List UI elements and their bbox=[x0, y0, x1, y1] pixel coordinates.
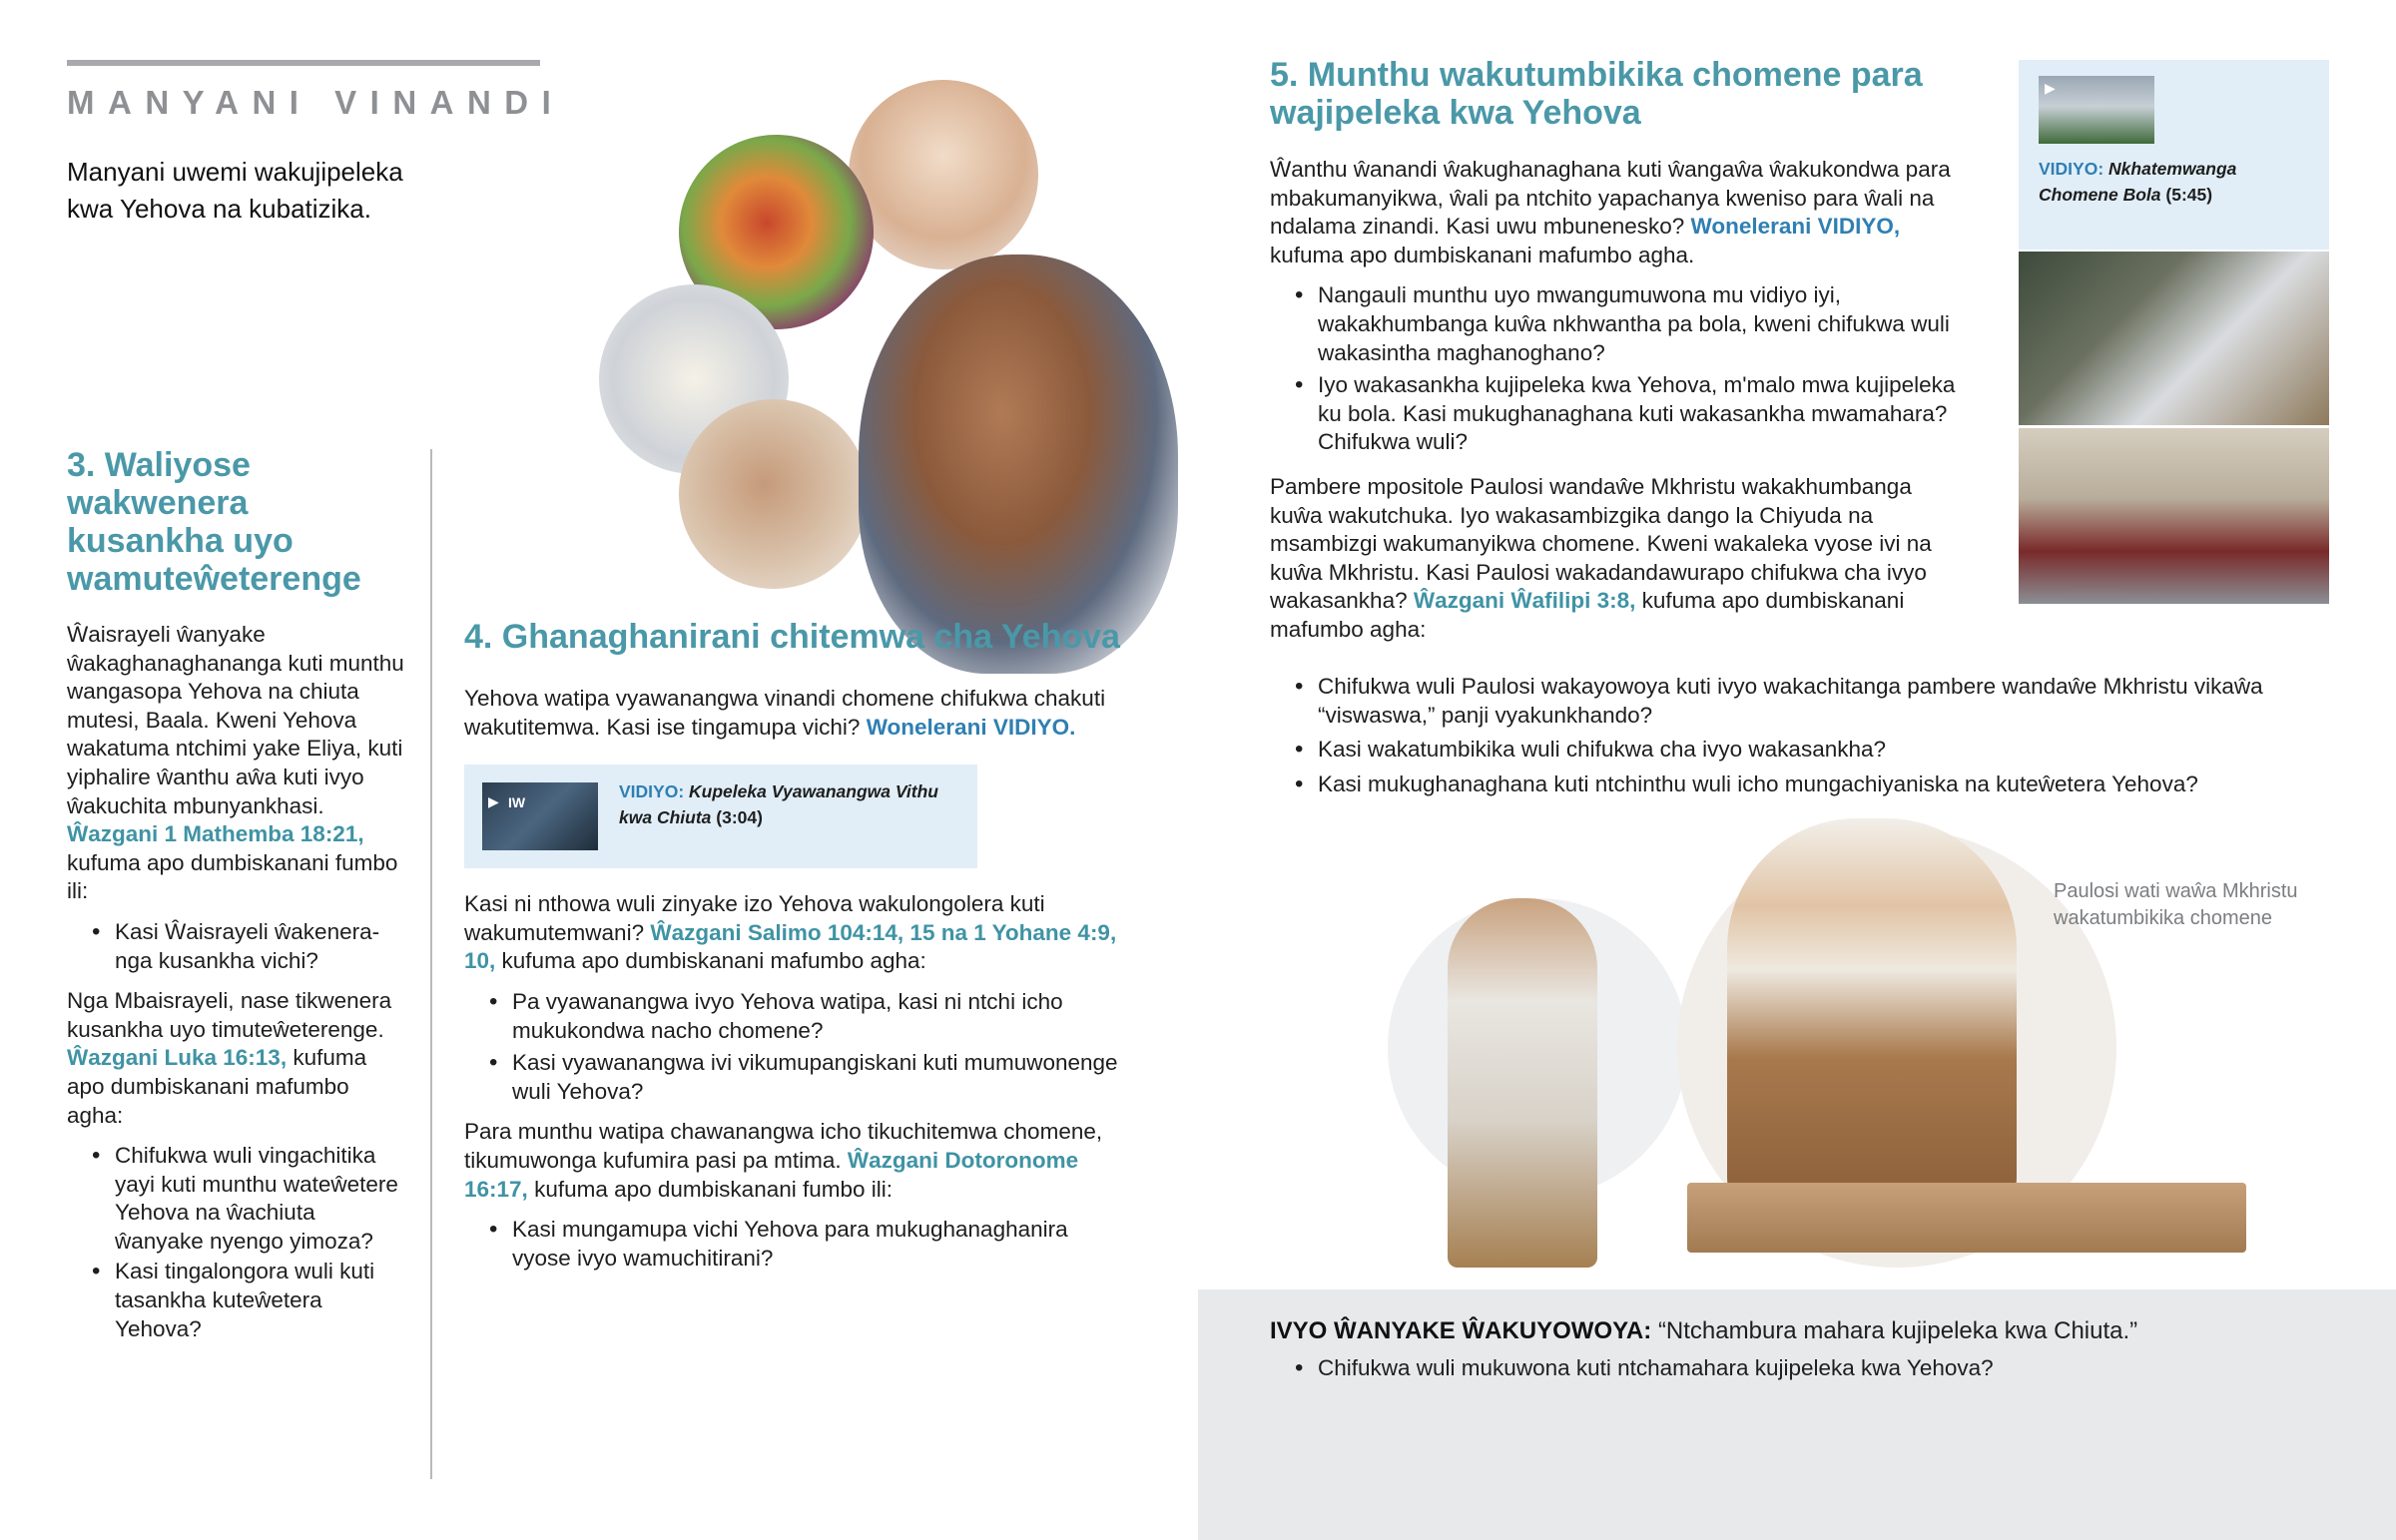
column-divider bbox=[430, 449, 432, 1479]
section4-heading: 4. Ghanaghanirani chitemwa cha Yehova bbox=[464, 618, 1120, 656]
question-item: • Chifukwa wuli Paulosi wakayowoya kuti ivyo wakachitanga pambere wandaŵe Mkhristu vikaŵa “viswaswa,” panji vyakunkhando? bbox=[1270, 673, 2328, 730]
illustration-caption: Paulosi wati waŵa Mkhristu wakatumbikika chomene bbox=[2054, 880, 2298, 929]
scripture-link[interactable]: Ŵazgani 1 Mathemba 18:21, bbox=[67, 821, 364, 847]
watch-video-link[interactable]: Wonelerani VIDIYO. bbox=[866, 714, 1076, 740]
video-duration: (3:04) bbox=[716, 807, 763, 828]
section-title: MANYANI VINANDI bbox=[67, 84, 565, 121]
question-item: • Kasi mungamupa vichi Yehova para mukughanaghanira vyose ivyo wamuchitirani? bbox=[464, 1216, 1123, 1273]
others-say-label: IVYO ŴANYAKE ŴAKUYOWOYA: bbox=[1270, 1317, 1652, 1344]
question-item: • Kasi vyawanangwa ivi vikumupangiskani kuti mumuwonenge wuli Yehova? bbox=[464, 1049, 1123, 1106]
section5-content bbox=[1270, 156, 1959, 657]
section5-para2: Pambere mpositole Paulosi wandaŵe Mkhristu wakakhumbanga kuŵa wakutchuka. Iyo wakasambizgika dango la Chiyuda na msambizgi wakumanyikwa chomene. Kweni wakaleka vyose ivi na kuŵa Mkhristu. Kasi Paulosi wakadandawurapo chifukwa cha ivyo wakasankha? Ŵazgani Ŵafilipi 3:8, kufuma apo dumbiskanani mafumbo agha: bbox=[1270, 473, 1932, 642]
video-logo: IW bbox=[508, 794, 526, 811]
question-item: • Kasi mukughanaghana kuti ntchinthu wuli icho mungachiyaniska na kuteŵetera Yehova? bbox=[1270, 770, 2328, 799]
old-paul-figure bbox=[1727, 818, 2017, 1218]
question-item: • Kasi wakatumbikika wuli chifukwa cha ivyo wakasankha? bbox=[1270, 736, 2328, 765]
video-duration: (5:45) bbox=[2165, 185, 2213, 205]
footer-content bbox=[1270, 1317, 2328, 1382]
illustration-collage bbox=[559, 40, 1188, 679]
video-label: VIDIYO: bbox=[619, 781, 685, 802]
writing-desk bbox=[1687, 1183, 2246, 1253]
section4-question-list-2 bbox=[464, 1216, 1123, 1273]
video-caption bbox=[2039, 156, 2318, 208]
section3-heading: 3. Waliyose wakwenera kusankha uyo wamuteŵeterenge bbox=[67, 446, 361, 598]
section4-question-list-1 bbox=[464, 988, 1123, 1106]
top-rule bbox=[67, 60, 540, 66]
scripture-link[interactable]: Ŵazgani Ŵafilipi 3:8, bbox=[1413, 588, 1636, 614]
video-thumbnail[interactable] bbox=[2039, 76, 2154, 144]
question-item: • Chifukwa wuli vingachitika yayi kuti munthu wateŵetere Yehova na ŵachiuta ŵanyake nyengo yimoza? bbox=[67, 1142, 406, 1256]
video-label: VIDIYO: bbox=[2039, 159, 2104, 179]
question-item: • Kasi tingalongora wuli kuti tasankha kuteŵetera Yehova? bbox=[67, 1258, 406, 1343]
mother-baby-image bbox=[849, 80, 1038, 269]
section5-question-list-1 bbox=[1270, 281, 1959, 457]
section3-para1: Ŵaisrayeli ŵanyake ŵakaghanaghananga kuti munthu wangasopa Yehova na chiuta mutesi, Baala. Kweni Yehova wakatuma ntchimi yake Eliya, kuti yiphalire ŵanthu aŵa kuti ivyo ŵakuchita mbunyankhasi. Ŵazgani 1 Mathemba 18:21, kufuma apo dumbiskanani fumbo ili: bbox=[67, 622, 404, 904]
section4-para3: Para munthu watipa chawanangwa icho tikuchitemwa chomene, tikumuwonga kufumira pasi pa mtima. Ŵazgani Dotoronome 16:17, kufuma apo dumbiskanani fumbo ili: bbox=[464, 1119, 1103, 1202]
section4-content bbox=[464, 685, 1123, 1273]
scripture-link[interactable]: Ŵazgani Luka 16:13, bbox=[67, 1045, 288, 1071]
play-icon: ▶ bbox=[2045, 80, 2056, 96]
section3-para2: Nga Mbaisrayeli, nase tikwenera kusankha uyo timuteŵeterenge. Ŵazgani Luka 16:13, kufuma apo dumbiskanani mafumbo agha: bbox=[67, 988, 392, 1128]
section5-heading: 5. Munthu wakutumbikika chomene para wajipeleka kwa Yehova bbox=[1270, 56, 1923, 132]
section3-content bbox=[67, 621, 406, 1343]
section4-para1: Yehova watipa vyawanangwa vinandi chomene chifukwa chakuti wakutitemwa. Kasi ise tingamupa vichi? Wonelerani VIDIYO. bbox=[464, 686, 1106, 740]
video-caption bbox=[619, 778, 968, 830]
section5-question-list-2 bbox=[1270, 673, 2328, 798]
section3-question-list-2 bbox=[67, 1142, 406, 1343]
young-pharisee-figure bbox=[1448, 898, 1597, 1268]
question-item: • Kasi Ŵaisrayeli ŵakenera-nga kusankha vichi? bbox=[67, 918, 406, 975]
video-still-man-laptop bbox=[2019, 252, 2329, 425]
jesus-image bbox=[679, 399, 869, 589]
video-thumbnail[interactable] bbox=[482, 782, 598, 850]
question-item: • Iyo wakasankha kujipeleka kwa Yehova, m'malo mwa kujipeleka ku bola. Kasi mukughanaghana kuti wakasankha mwamahara? Chifukwa wuli? bbox=[1270, 371, 1959, 457]
others-say-line bbox=[1270, 1317, 2328, 1346]
question-item: • Pa vyawanangwa ivyo Yehova watipa, kasi ni ntchi icho mukukondwa nacho chomene? bbox=[464, 988, 1123, 1045]
question-item: • Nangauli munthu uyo mwangumuwona mu vidiyo iyi, wakakhumbanga kuŵa nkhwantha pa bola, kweni chifukwa wuli wakasintha maghanoghano? bbox=[1270, 281, 1959, 367]
smiling-man-image bbox=[859, 255, 1178, 674]
scripture-link[interactable]: Ŵazgani Salimo 104:14, 15 na 1 Yohane 4:9, 10, bbox=[464, 919, 1117, 974]
play-icon: ▶ bbox=[488, 793, 499, 810]
section3-question-list-1 bbox=[67, 918, 406, 975]
intro-text: Manyani uwemi wakujipeleka kwa Yehova na kubatizika. bbox=[67, 157, 403, 224]
footer-question-list bbox=[1270, 1354, 2328, 1383]
question-item: • Chifukwa wuli mukuwona kuti ntchamahara kujipeleka kwa Yehova? bbox=[1270, 1354, 2328, 1383]
section4-para2: Kasi ni nthowa wuli zinyake izo Yehova wakulongolera kuti wakumutemwani? Ŵazgani Salimo 104:14, 15 na 1 Yohane 4:9, 10, kufuma apo dumbiskanani mafumbo agha: bbox=[464, 891, 1117, 974]
video-panel[interactable] bbox=[2019, 60, 2329, 250]
watch-video-link[interactable]: Wonelerani VIDIYO, bbox=[1690, 214, 1901, 240]
section5-para1: Ŵanthu ŵanandi ŵakughanaghana kuti ŵangaŵa ŵakukondwa para mbakumanyikwa, ŵali pa ntchito yapachanya kweniso para ŵali na ndalama zinandi. Kasi uwu mbunenesko? Wonelerani VIDIYO, kufuma apo dumbiskanani mafumbo agha. bbox=[1270, 157, 1951, 267]
others-say-quote: “Ntchambura mahara kujipeleka kwa Chiuta.” bbox=[1657, 1317, 2138, 1344]
video-title: Nkhatemwanga Chomene Bola bbox=[2039, 159, 2237, 205]
video-box[interactable] bbox=[464, 765, 977, 868]
video-title: Kupeleka Vyawanangwa Vithu kwa Chiuta bbox=[619, 781, 938, 828]
scripture-link[interactable]: Ŵazgani Dotoronome 16:17, bbox=[464, 1147, 1079, 1202]
video-still-street bbox=[2019, 428, 2329, 604]
